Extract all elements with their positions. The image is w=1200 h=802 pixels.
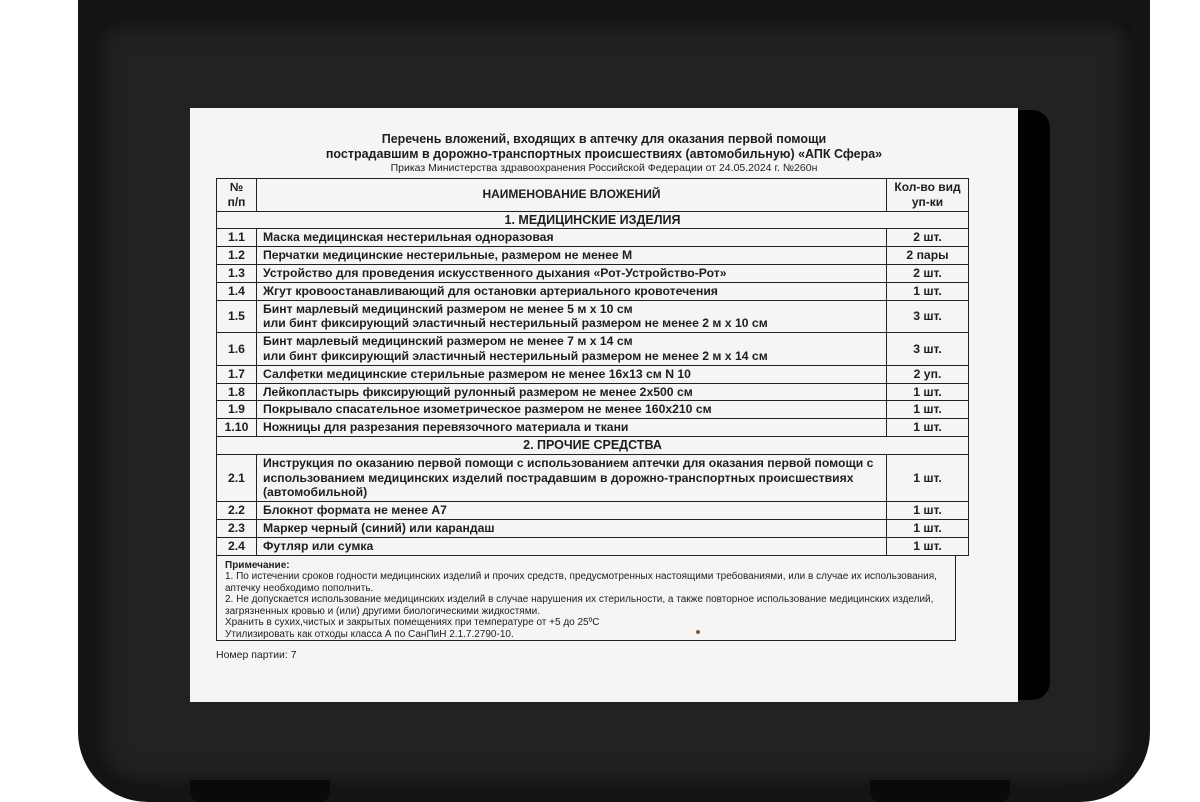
item-name: Инструкция по оказанию первой помощи с использованием аптечки для оказания первой помощи с использованием медицинских изделий пострадавшим в дорожно-транспортных происшествиях (автомобильной) xyxy=(263,455,874,500)
item-qty: 3 шт. xyxy=(887,333,969,366)
item-qty: 3 шт. xyxy=(887,300,969,333)
item-number: 1.10 xyxy=(217,419,257,437)
section-title: 1. МЕДИЦИНСКИЕ ИЗДЕЛИЯ xyxy=(217,211,969,229)
item-name-cell xyxy=(257,454,887,501)
item-name-cell xyxy=(257,333,887,366)
case-foot-left xyxy=(190,780,330,802)
table-row xyxy=(217,229,969,247)
item-qty: 2 шт. xyxy=(887,229,969,247)
table-row xyxy=(217,383,969,401)
item-number: 1.5 xyxy=(217,300,257,333)
item-name-cell xyxy=(257,282,887,300)
contents-table xyxy=(216,178,969,556)
table-row xyxy=(217,365,969,383)
item-qty: 2 пары xyxy=(887,247,969,265)
table-row xyxy=(217,401,969,419)
item-qty: 2 шт. xyxy=(887,264,969,282)
item-qty: 1 шт. xyxy=(887,282,969,300)
item-name: Салфетки медицинские стерильные размером не менее 16х13 см N 10 xyxy=(263,366,691,381)
item-qty: 1 шт. xyxy=(887,454,969,501)
item-name: Покрывало спасательное изометрическое размером не менее 160х210 см xyxy=(263,402,712,417)
table-row xyxy=(217,502,969,520)
section-row xyxy=(217,436,969,454)
disposal-note: Утилизировать как отходы класса А по СанПиН 2.1.7.2790-10. xyxy=(225,628,514,640)
table-header xyxy=(217,179,969,212)
item-name: Ножницы для разрезания перевязочного материала и ткани xyxy=(263,420,629,435)
item-number: 1.1 xyxy=(217,229,257,247)
item-qty: 2 уп. xyxy=(887,365,969,383)
col-name-header: НАИМЕНОВАНИЕ ВЛОЖЕНИЙ xyxy=(257,179,887,212)
table-row xyxy=(217,247,969,265)
item-qty: 1 шт. xyxy=(887,383,969,401)
item-qty: 1 шт. xyxy=(887,419,969,437)
notes-block xyxy=(216,556,956,642)
sheet-title-line2: пострадавшим в дорожно-транспортных происшествиях (автомобильную) «АПК Сфера» xyxy=(325,147,883,161)
item-number: 1.3 xyxy=(217,264,257,282)
section-title: 2. ПРОЧИЕ СРЕДСТВА xyxy=(217,436,969,454)
item-qty: 1 шт. xyxy=(887,537,969,555)
sheet-title-line1: Перечень вложений, входящих в аптечку для оказания первой помощи xyxy=(381,132,827,146)
table-row xyxy=(217,282,969,300)
item-name: Маркер черный (синий) или карандаш xyxy=(263,520,495,535)
item-number: 2.3 xyxy=(217,519,257,537)
item-number: 1.6 xyxy=(217,333,257,366)
item-qty: 1 шт. xyxy=(887,519,969,537)
note-1: 1. По истечении сроков годности медицинских изделий и прочих средств, предусмотренных настоящими требованиями, или в случае их использования, аптечку необходимо пополнить. xyxy=(225,571,937,594)
item-name-cell xyxy=(257,401,887,419)
storage-note: Хранить в сухих,чистых и закрытых помещениях при температуре от +5 до 25ºС xyxy=(225,617,600,629)
ink-speck xyxy=(696,630,700,634)
item-name-alt: или бинт фиксирующий эластичный нестерильный размером не менее 2 м х 14 см xyxy=(263,348,768,363)
item-number: 1.7 xyxy=(217,365,257,383)
item-name-cell xyxy=(257,247,887,265)
item-number: 2.2 xyxy=(217,502,257,520)
table-row xyxy=(217,300,969,333)
table-row xyxy=(217,333,969,366)
item-number: 1.8 xyxy=(217,383,257,401)
item-number: 1.2 xyxy=(217,247,257,265)
item-name: Устройство для проведения искусственного дыхания «Рот-Устройство-Рот» xyxy=(263,265,727,280)
item-number: 1.9 xyxy=(217,401,257,419)
section-row xyxy=(217,211,969,229)
item-name: Перчатки медицинские нестерильные, размером не менее М xyxy=(263,248,633,263)
item-name: Блокнот формата не менее А7 xyxy=(263,503,447,518)
table-row xyxy=(217,454,969,501)
case-foot-right xyxy=(870,780,1010,802)
item-name-cell xyxy=(257,264,887,282)
item-name-cell xyxy=(257,365,887,383)
table-row xyxy=(217,519,969,537)
batch-number: Номер партии: 7 xyxy=(216,649,297,662)
item-name-cell xyxy=(257,502,887,520)
table-body xyxy=(217,211,969,555)
item-name-cell xyxy=(257,519,887,537)
col-number-header: № п/п xyxy=(217,179,257,212)
item-name: Маска медицинская нестерильная одноразовая xyxy=(263,230,554,245)
item-name-cell xyxy=(257,229,887,247)
table-row xyxy=(217,537,969,555)
item-number: 2.4 xyxy=(217,537,257,555)
item-number: 1.4 xyxy=(217,282,257,300)
item-name: Лейкопластырь фиксирующий рулонный размером не менее 2х500 см xyxy=(263,384,693,399)
ministry-order: Приказ Министерства здравоохранения Российской Федерации от 24.05.2024 г. №260н xyxy=(390,162,818,174)
item-name-alt: или бинт фиксирующий эластичный нестерильный размером не менее 2 м х 10 см xyxy=(263,316,768,331)
notes-title: Примечание: xyxy=(225,559,290,571)
item-name-cell xyxy=(257,300,887,333)
item-name: Бинт марлевый медицинский размером не менее 5 м х 10 см xyxy=(263,301,633,316)
item-number: 2.1 xyxy=(217,454,257,501)
item-name-cell xyxy=(257,419,887,437)
item-name: Жгут кровоостанавливающий для остановки артериального кровотечения xyxy=(263,283,718,298)
contents-sheet xyxy=(190,108,1018,702)
table-row xyxy=(217,419,969,437)
table-row xyxy=(217,264,969,282)
item-qty: 1 шт. xyxy=(887,502,969,520)
item-qty: 1 шт. xyxy=(887,401,969,419)
item-name: Бинт марлевый медицинский размером не менее 7 м х 14 см xyxy=(263,334,633,349)
item-name: Футляр или сумка xyxy=(263,538,374,553)
item-name-cell xyxy=(257,383,887,401)
item-name-cell xyxy=(257,537,887,555)
col-qty-header: Кол-во вид уп-ки xyxy=(887,179,969,212)
note-2: 2. Не допускается использование медицинских изделий в случае нарушения их стерильности, а также повторное использование медицинских изделий, загрязненных кровью и (или) другими биологическими жидкостями. xyxy=(225,594,934,617)
